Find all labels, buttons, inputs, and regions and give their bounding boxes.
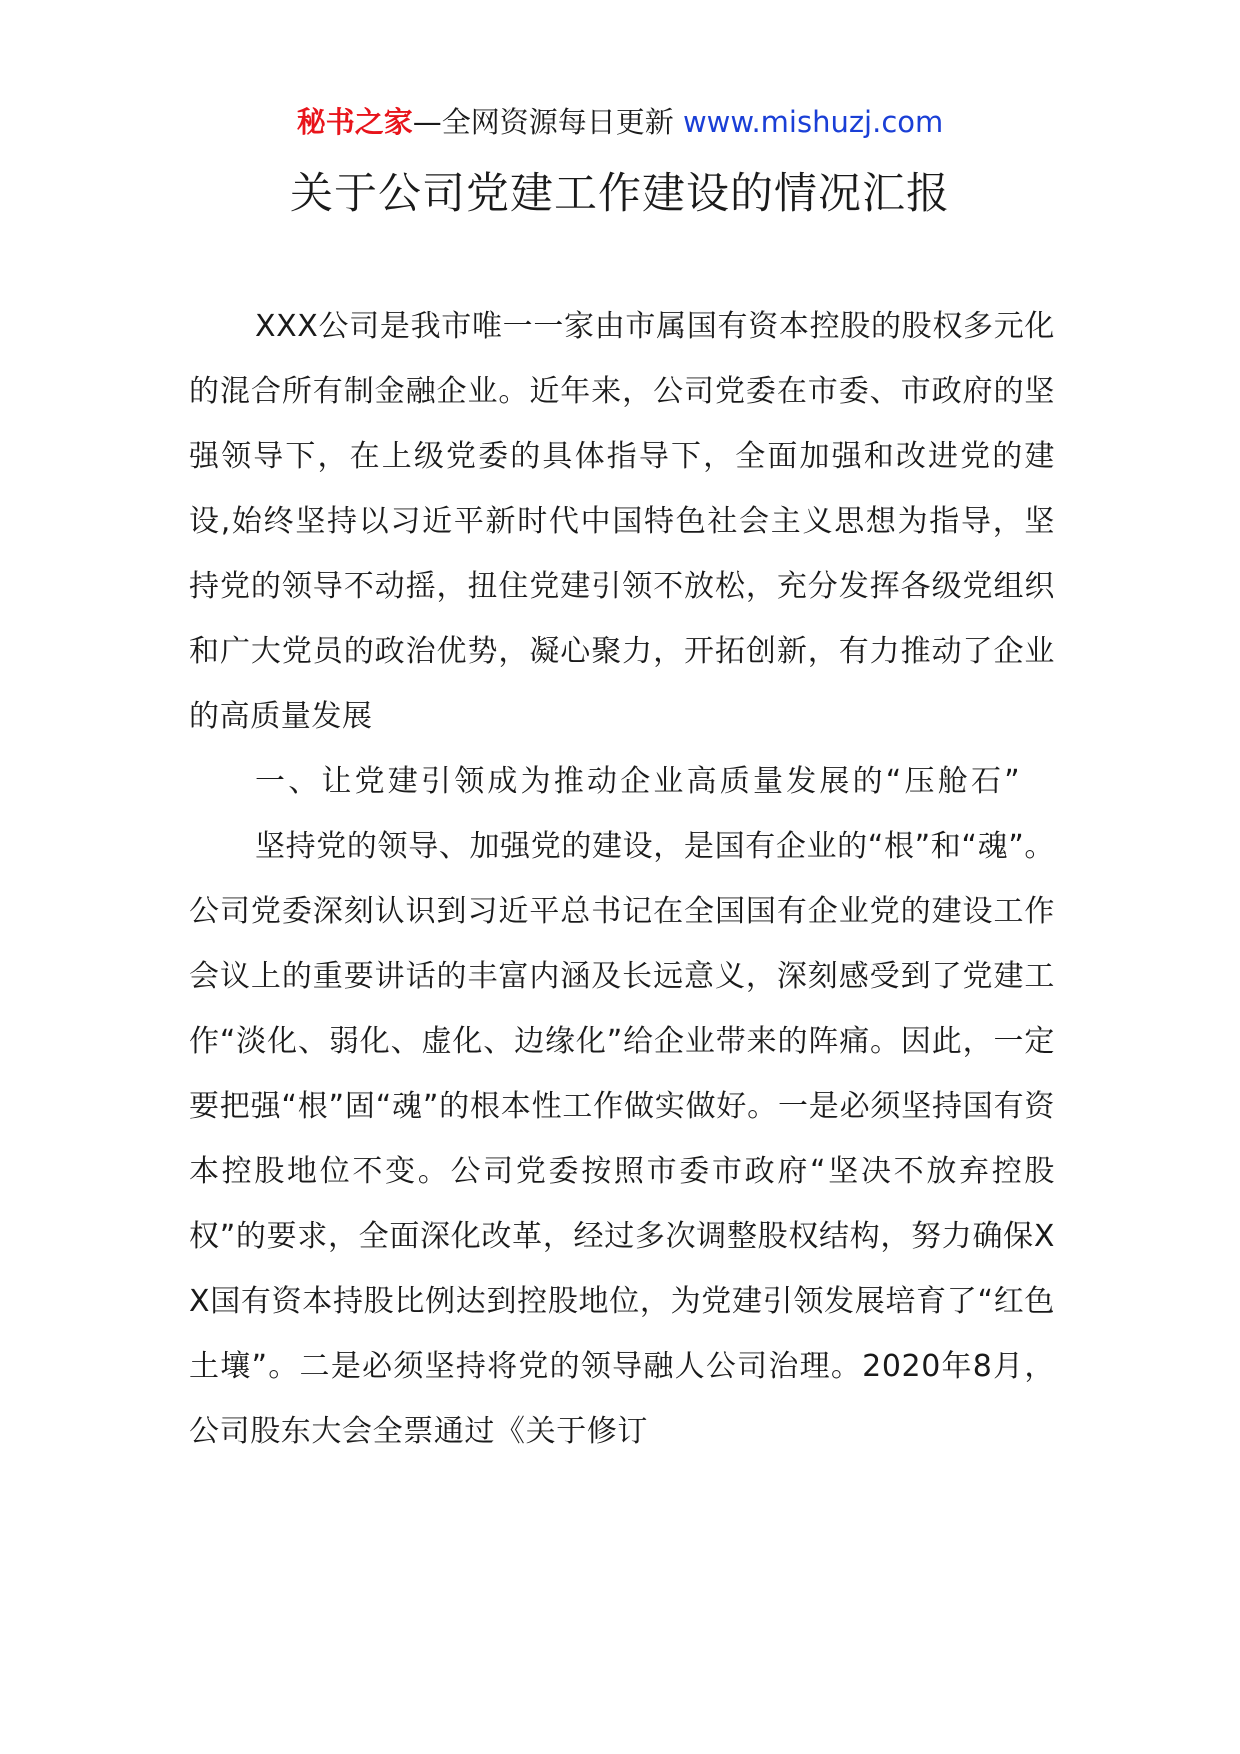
site-banner [0, 102, 1240, 142]
site-slogan: —全网资源每日更新 [412, 105, 683, 139]
section-1-paragraph: 坚持党的领导、加强党的建设，是国有企业的“根”和“魂”。公司党委深刻认识到习近平总书记在全国国有企业党的建设工作会议上的重要讲话的丰富内涵及长远意义，深刻感受到了党建工作“淡化、弱化、虚化、边缘化”给企业带来的阵痛。因此，一定要把强“根”固“魂”的根本性工作做实做好。一是必须坚持国有资本控股地位不变。公司党委按照市委市政府“坚决不放弃控股权”的要求，全面深化改革，经过多次调整股权结构，努力确保XX国有资本持股比例达到控股地位，为党建引领发展培育了“红色土壤”。二是必须坚持将党的领导融人公司治理。2020年8月，公司股东大会全票通过《关于修订 [189, 829, 1055, 1449]
intro-paragraph: XXX公司是我市唯一一家由市属国有资本控股的股权多元化的混合所有制金融企业。近年来，公司党委在市委、市政府的坚强领导下，在上级党委的具体指导下，全面加强和改进党的建设,始终坚持以习近平新时代中国特色社会主义思想为指导，坚持党的领导不动摇，扭住党建引领不放松，充分发挥各级党组织和广大党员的政治优势，凝心聚力，开拓创新，有力推动了企业的高质量发展 [189, 309, 1055, 734]
site-url-link[interactable]: www.mishuzj.com [682, 105, 944, 139]
brand-name: 秘书之家 [296, 105, 413, 139]
section-heading-1: 一、让党建引领成为推动企业高质量发展的“压舱石” [255, 764, 1023, 799]
document-title: 关于公司党建工作建设的情况汇报 [290, 169, 950, 219]
document-body [189, 294, 1055, 1464]
